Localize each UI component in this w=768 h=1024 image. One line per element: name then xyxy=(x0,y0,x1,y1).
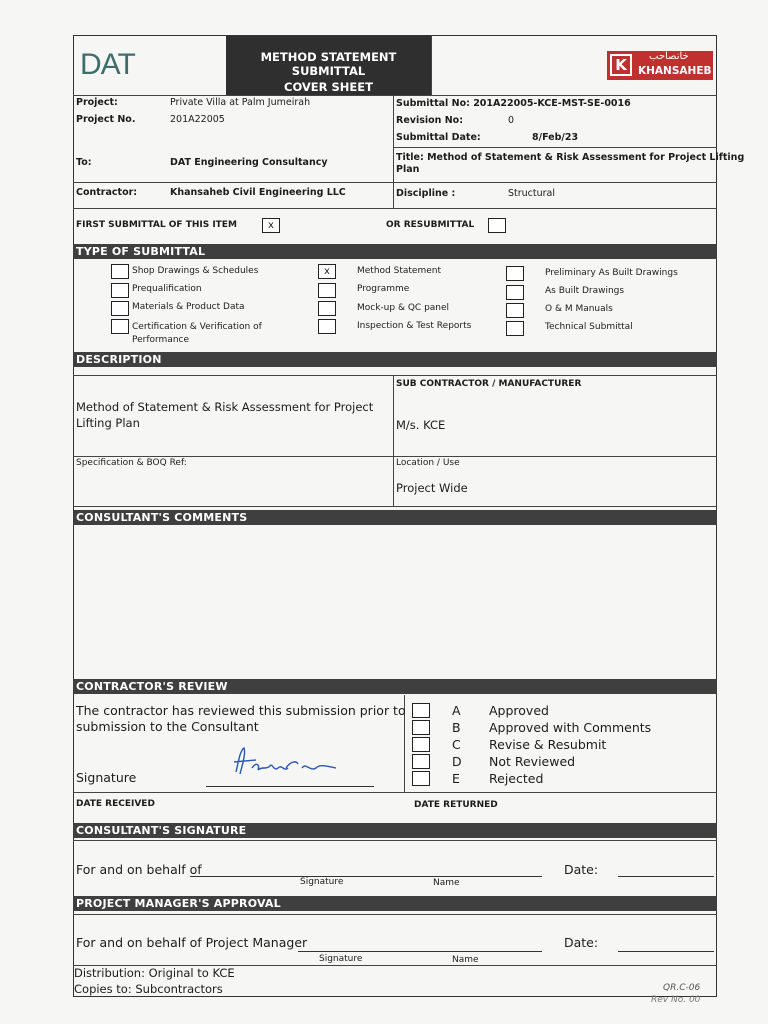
first-submittal-checkbox[interactable]: x xyxy=(262,218,280,233)
pm-behalf-label: For and on behalf of Project Manager xyxy=(76,935,308,950)
revision-label: Revision No: xyxy=(396,115,463,126)
dat-logo xyxy=(78,44,226,86)
contractor-review-heading: CONTRACTOR'S REVIEW xyxy=(73,679,717,694)
type-option-label-cont: Performance xyxy=(132,335,190,345)
form-code: QR.C-06 xyxy=(663,983,701,993)
consultant-date-line[interactable] xyxy=(618,876,714,877)
option-label: Approved with Comments xyxy=(489,720,652,735)
project-label: Project: xyxy=(76,97,118,108)
option-code: E xyxy=(452,771,460,786)
divider xyxy=(393,182,717,183)
khansaheb-arabic-text: خانصاحب xyxy=(649,51,689,62)
pm-name-caption: Name xyxy=(452,955,479,965)
divider xyxy=(73,208,717,209)
type-option-label: O & M Manuals xyxy=(545,304,613,314)
preliminary-as-built-checkbox[interactable] xyxy=(506,266,524,281)
pm-date-label: Date: xyxy=(564,935,599,950)
sub-contractor-label: SUB CONTRACTOR / MANUFACTURER xyxy=(396,379,582,389)
type-of-submittal-heading: TYPE OF SUBMITTAL xyxy=(73,244,717,259)
signature-label: Signature xyxy=(76,770,137,785)
sub-contractor-value: M/s. KCE xyxy=(396,418,446,432)
khansaheb-logo-text: KHANSAHEB xyxy=(638,65,712,77)
om-manuals-checkbox[interactable] xyxy=(506,303,524,318)
copies-text: Copies to: Subcontractors xyxy=(74,982,223,996)
type-option-label: Shop Drawings & Schedules xyxy=(132,266,259,276)
option-code: B xyxy=(452,720,461,735)
signature-line xyxy=(206,786,374,787)
title-line2: Plan xyxy=(396,164,420,175)
date-returned-label: DATE RETURNED xyxy=(414,800,498,810)
programme-checkbox[interactable] xyxy=(318,283,336,298)
divider xyxy=(73,914,717,915)
submittal-no: Submittal No: 201A22005-KCE-MST-SE-0016 xyxy=(396,98,631,109)
consultant-signature-heading: CONSULTANT'S SIGNATURE xyxy=(73,823,717,838)
contractor-label: Contractor: xyxy=(76,187,138,198)
type-option-label: Preliminary As Built Drawings xyxy=(545,268,678,278)
consultant-comments-heading: CONSULTANT'S COMMENTS xyxy=(73,510,717,525)
pm-signature-line[interactable] xyxy=(298,951,542,952)
inspection-checkbox[interactable] xyxy=(318,319,336,334)
distribution-text: Distribution: Original to KCE xyxy=(74,966,235,980)
submittal-date-value: 8/Feb/23 xyxy=(532,132,579,143)
description-heading: DESCRIPTION xyxy=(73,352,717,367)
prequalification-checkbox[interactable] xyxy=(111,283,129,298)
type-option-label: Programme xyxy=(357,284,410,294)
khansaheb-k-icon: K xyxy=(610,54,632,76)
method-statement-checkbox[interactable]: x xyxy=(318,264,336,279)
review-text-line2: submission to the Consultant xyxy=(76,719,259,734)
divider xyxy=(73,456,717,457)
contractor-signature xyxy=(226,742,344,782)
consultant-comments-area[interactable] xyxy=(74,527,716,677)
pm-approval-heading: PROJECT MANAGER'S APPROVAL xyxy=(73,896,717,911)
option-d-checkbox[interactable] xyxy=(412,754,430,769)
revision-value: 0 xyxy=(508,115,515,126)
submittal-date-label: Submittal Date: xyxy=(396,132,481,143)
type-option-label: As Built Drawings xyxy=(545,286,625,296)
date-received-label: DATE RECEIVED xyxy=(76,799,155,809)
consultant-signature-caption: Signature xyxy=(300,877,344,887)
divider xyxy=(73,182,393,183)
option-label: Not Reviewed xyxy=(489,754,576,769)
discipline-value: Structural xyxy=(508,188,556,199)
as-built-checkbox[interactable] xyxy=(506,285,524,300)
consultant-name-caption: Name xyxy=(433,878,460,888)
option-a-checkbox[interactable] xyxy=(412,703,430,718)
option-label: Approved xyxy=(489,703,549,718)
project-no-label: Project No. xyxy=(76,114,136,125)
option-e-checkbox[interactable] xyxy=(412,771,430,786)
description-text-line2: Lifting Plan xyxy=(76,416,140,430)
option-b-checkbox[interactable] xyxy=(412,720,430,735)
divider xyxy=(73,792,717,793)
divider xyxy=(73,840,717,841)
divider xyxy=(73,95,717,96)
pm-signature-caption: Signature xyxy=(319,954,363,964)
spec-boq-label: Specification & BOQ Ref: xyxy=(76,458,187,468)
description-text-line1: Method of Statement & Risk Assessment for Project xyxy=(76,400,374,414)
to-value: DAT Engineering Consultancy xyxy=(170,157,328,168)
option-label: Revise & Resubmit xyxy=(489,737,607,752)
option-code: D xyxy=(452,754,462,769)
type-option-label: Certification & Verification of xyxy=(132,322,262,332)
dat-logo-text: DAT xyxy=(80,48,135,81)
option-code: A xyxy=(452,703,461,718)
type-option-label: Materials & Product Data xyxy=(132,302,245,312)
type-option-label: Technical Submittal xyxy=(545,322,633,332)
consultant-date-label: Date: xyxy=(564,862,599,877)
divider xyxy=(393,375,394,506)
divider xyxy=(431,35,432,95)
technical-submittal-checkbox[interactable] xyxy=(506,321,524,336)
first-submittal-label: FIRST SUBMITTAL OF THIS ITEM xyxy=(76,220,237,230)
title-block xyxy=(226,36,431,95)
type-option-label: Method Statement xyxy=(357,266,441,276)
title-line1: Title: Method of Statement & Risk Assessment for Project Lifting xyxy=(396,152,745,163)
consultant-signature-line[interactable] xyxy=(190,876,542,877)
khansaheb-logo xyxy=(607,51,713,80)
to-label: To: xyxy=(76,157,92,168)
type-option-label: Inspection & Test Reports xyxy=(357,321,472,331)
type-option-label: Mock-up & QC panel xyxy=(357,303,450,313)
project-no-value: 201A22005 xyxy=(170,114,225,125)
consultant-behalf-label: For and on behalf of xyxy=(76,862,202,877)
certification-checkbox[interactable] xyxy=(111,319,129,334)
form-title-line1: METHOD STATEMENT SUBMITTAL xyxy=(260,50,397,78)
divider xyxy=(393,147,717,148)
location-value: Project Wide xyxy=(396,481,468,495)
type-option-label: Prequalification xyxy=(132,284,202,294)
shop-drawings-checkbox[interactable] xyxy=(111,264,129,279)
review-text-line1: The contractor has reviewed this submission prior to xyxy=(76,703,406,718)
divider xyxy=(393,95,394,208)
pm-date-line[interactable] xyxy=(618,951,714,952)
resubmittal-label: OR RESUBMITTAL xyxy=(386,220,475,230)
location-label: Location / Use xyxy=(396,458,460,468)
rev-number: Rev No. 00 xyxy=(651,995,701,1005)
materials-checkbox[interactable] xyxy=(111,301,129,316)
project-value: Private Villa at Palm Jumeirah xyxy=(170,97,311,108)
option-label: Rejected xyxy=(489,771,544,786)
option-code: C xyxy=(452,737,461,752)
contractor-value: Khansaheb Civil Engineering LLC xyxy=(170,187,346,198)
resubmittal-checkbox[interactable] xyxy=(488,218,506,233)
discipline-label: Discipline : xyxy=(396,188,456,199)
divider xyxy=(73,375,717,376)
option-c-checkbox[interactable] xyxy=(412,737,430,752)
form-title-line2: COVER SHEET xyxy=(284,80,373,94)
mockup-checkbox[interactable] xyxy=(318,301,336,316)
divider xyxy=(73,506,717,507)
